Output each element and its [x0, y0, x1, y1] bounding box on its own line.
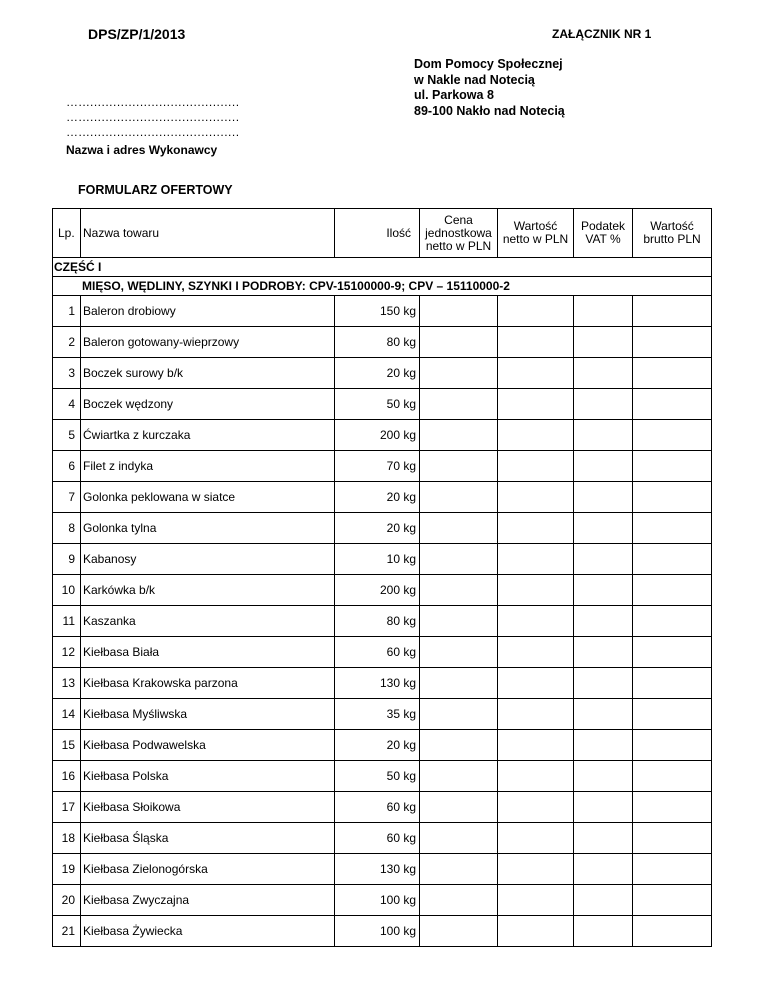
row-net-value-input[interactable]: [498, 637, 574, 668]
row-lp: 11: [53, 606, 81, 637]
row-lp: 8: [53, 513, 81, 544]
row-gross-value-input[interactable]: [633, 916, 712, 947]
row-lp: 13: [53, 668, 81, 699]
row-product-name: Kiełbasa Myśliwska: [81, 699, 335, 730]
row-lp: 19: [53, 854, 81, 885]
table-row: [53, 513, 712, 544]
annex-label: ZAŁĄCZNIK NR 1: [552, 27, 652, 41]
row-lp: 17: [53, 792, 81, 823]
row-gross-value-input[interactable]: [633, 451, 712, 482]
row-product-name: Kiełbasa Krakowska parzona: [81, 668, 335, 699]
row-unit-price-input[interactable]: [420, 916, 498, 947]
row-unit-price-input[interactable]: [420, 761, 498, 792]
contractor-dotted-line[interactable]: …..........................................: [66, 125, 240, 139]
header-unit-price: [420, 209, 498, 258]
row-unit-price-input[interactable]: [420, 792, 498, 823]
row-gross-value-input[interactable]: [633, 575, 712, 606]
row-net-value-input[interactable]: [498, 451, 574, 482]
table-row: [53, 420, 712, 451]
row-unit-price-input[interactable]: [420, 606, 498, 637]
row-product-name: Ćwiartka z kurczaka: [81, 420, 335, 451]
row-unit-price-input[interactable]: [420, 637, 498, 668]
row-vat-input[interactable]: [574, 482, 633, 513]
row-net-value-input[interactable]: [498, 916, 574, 947]
section-title: CZĘŚĆ I: [53, 258, 712, 277]
row-quantity: 60 kg: [335, 637, 420, 668]
recipient-line: ul. Parkowa 8: [414, 88, 494, 102]
row-product-name: Kiełbasa Podwawelska: [81, 730, 335, 761]
row-gross-value-input[interactable]: [633, 544, 712, 575]
row-unit-price-input[interactable]: [420, 451, 498, 482]
row-quantity: 200 kg: [335, 420, 420, 451]
row-net-value-input[interactable]: [498, 358, 574, 389]
row-product-name: Baleron drobiowy: [81, 296, 335, 327]
row-net-value-input[interactable]: [498, 513, 574, 544]
row-lp: 1: [53, 296, 81, 327]
header-line: brutto PLN: [643, 232, 701, 246]
row-vat-input[interactable]: [574, 823, 633, 854]
header-lp: Lp.: [53, 209, 81, 258]
row-vat-input[interactable]: [574, 451, 633, 482]
row-gross-value-input[interactable]: [633, 854, 712, 885]
row-quantity: 35 kg: [335, 699, 420, 730]
row-unit-price-input[interactable]: [420, 575, 498, 606]
row-quantity: 200 kg: [335, 575, 420, 606]
row-lp: 5: [53, 420, 81, 451]
row-quantity: 100 kg: [335, 916, 420, 947]
row-gross-value-input[interactable]: [633, 792, 712, 823]
header-line: Cena: [444, 212, 473, 227]
row-lp: 12: [53, 637, 81, 668]
header-line: Wartość: [650, 219, 694, 233]
table-row: [53, 327, 712, 358]
row-quantity: 80 kg: [335, 606, 420, 637]
row-product-name: Golonka peklowana w siatce: [81, 482, 335, 513]
row-net-value-input[interactable]: [498, 885, 574, 916]
row-product-name: Kiełbasa Zwyczajna: [81, 885, 335, 916]
row-vat-input[interactable]: [574, 916, 633, 947]
row-quantity: 20 kg: [335, 358, 420, 389]
row-gross-value-input[interactable]: [633, 730, 712, 761]
row-lp: 10: [53, 575, 81, 606]
table-row: [53, 730, 712, 761]
row-vat-input[interactable]: [574, 668, 633, 699]
header-line: jednostkowa: [425, 225, 492, 240]
row-gross-value-input[interactable]: [633, 668, 712, 699]
row-vat-input[interactable]: [574, 575, 633, 606]
row-gross-value-input[interactable]: [633, 637, 712, 668]
row-product-name: Kiełbasa Polska: [81, 761, 335, 792]
recipient-line: Dom Pomocy Społecznej: [414, 57, 563, 71]
row-quantity: 100 kg: [335, 885, 420, 916]
recipient-address: [414, 57, 565, 119]
row-vat-input[interactable]: [574, 296, 633, 327]
row-vat-input[interactable]: [574, 854, 633, 885]
table-row: [53, 761, 712, 792]
row-gross-value-input[interactable]: [633, 389, 712, 420]
row-quantity: 150 kg: [335, 296, 420, 327]
table-row: [53, 606, 712, 637]
header-line: netto w PLN: [502, 232, 569, 246]
row-net-value-input[interactable]: [498, 296, 574, 327]
contractor-dotted-line[interactable]: …..........................................: [66, 95, 240, 109]
row-net-value-input[interactable]: [498, 575, 574, 606]
row-lp: 9: [53, 544, 81, 575]
row-quantity: 20 kg: [335, 730, 420, 761]
recipient-line: 89-100 Nakło nad Notecią: [414, 103, 565, 118]
row-vat-input[interactable]: [574, 513, 633, 544]
section-row: [53, 258, 712, 277]
row-gross-value-input[interactable]: [633, 823, 712, 854]
row-lp: 20: [53, 885, 81, 916]
header-gross-value: [633, 209, 712, 258]
row-gross-value-input[interactable]: [633, 482, 712, 513]
row-vat-input[interactable]: [574, 327, 633, 358]
row-product-name: Kiełbasa Biała: [81, 637, 335, 668]
row-product-name: Kiełbasa Śląska: [81, 823, 335, 854]
row-unit-price-input[interactable]: [420, 420, 498, 451]
contractor-label: Nazwa i adres Wykonawcy: [66, 143, 218, 157]
row-lp: 16: [53, 761, 81, 792]
row-product-name: Kiełbasa Zielonogórska: [81, 854, 335, 885]
row-vat-input[interactable]: [574, 637, 633, 668]
row-lp: 14: [53, 699, 81, 730]
header-line: Wartość: [513, 219, 558, 233]
row-quantity: 130 kg: [335, 854, 420, 885]
row-lp: 2: [53, 327, 81, 358]
row-unit-price-input[interactable]: [420, 513, 498, 544]
header-vat: [574, 209, 633, 258]
table-row: [53, 823, 712, 854]
header-net-value: [498, 209, 574, 258]
row-net-value-input[interactable]: [498, 792, 574, 823]
row-vat-input[interactable]: [574, 358, 633, 389]
row-product-name: Kaszanka: [81, 606, 335, 637]
row-gross-value-input[interactable]: [633, 513, 712, 544]
row-product-name: Golonka tylna: [81, 513, 335, 544]
table-row: [53, 916, 712, 947]
row-unit-price-input[interactable]: [420, 823, 498, 854]
table-row: [53, 296, 712, 327]
row-vat-input[interactable]: [574, 420, 633, 451]
row-lp: 15: [53, 730, 81, 761]
row-net-value-input[interactable]: [498, 606, 574, 637]
document-reference: DPS/ZP/1/2013: [88, 26, 186, 42]
row-gross-value-input[interactable]: [633, 358, 712, 389]
row-unit-price-input[interactable]: [420, 389, 498, 420]
row-quantity: 50 kg: [335, 389, 420, 420]
header-qty: Ilość: [335, 209, 420, 258]
row-unit-price-input[interactable]: [420, 296, 498, 327]
header-line: netto w PLN: [425, 238, 492, 253]
form-title: FORMULARZ OFERTOWY: [78, 183, 233, 197]
row-unit-price-input[interactable]: [420, 730, 498, 761]
row-lp: 18: [53, 823, 81, 854]
row-quantity: 20 kg: [335, 482, 420, 513]
row-quantity: 10 kg: [335, 544, 420, 575]
row-lp: 7: [53, 482, 81, 513]
row-unit-price-input[interactable]: [420, 482, 498, 513]
row-unit-price-input[interactable]: [420, 544, 498, 575]
table-row: [53, 482, 712, 513]
row-product-name: Filet z indyka: [81, 451, 335, 482]
row-gross-value-input[interactable]: [633, 699, 712, 730]
row-quantity: 60 kg: [335, 792, 420, 823]
row-quantity: 20 kg: [335, 513, 420, 544]
header-line: VAT %: [585, 232, 621, 246]
row-product-name: Kabanosy: [81, 544, 335, 575]
row-unit-price-input[interactable]: [420, 885, 498, 916]
table-header-row: [53, 209, 712, 258]
row-net-value-input[interactable]: [498, 544, 574, 575]
recipient-line: w Nakle nad Notecią: [414, 72, 535, 87]
row-net-value-input[interactable]: [498, 668, 574, 699]
row-lp: 3: [53, 358, 81, 389]
row-quantity: 70 kg: [335, 451, 420, 482]
row-net-value-input[interactable]: [498, 823, 574, 854]
row-unit-price-input[interactable]: [420, 358, 498, 389]
row-quantity: 60 kg: [335, 823, 420, 854]
table-row: [53, 575, 712, 606]
row-net-value-input[interactable]: [498, 389, 574, 420]
row-quantity: 130 kg: [335, 668, 420, 699]
cpv-title: MIĘSO, WĘDLINY, SZYNKI I PODROBY: CPV-15100000-9; CPV – 15110000-2: [53, 277, 712, 296]
table-row: [53, 699, 712, 730]
row-net-value-input[interactable]: [498, 854, 574, 885]
row-gross-value-input[interactable]: [633, 296, 712, 327]
row-net-value-input[interactable]: [498, 482, 574, 513]
row-net-value-input[interactable]: [498, 699, 574, 730]
row-net-value-input[interactable]: [498, 327, 574, 358]
row-quantity: 80 kg: [335, 327, 420, 358]
row-vat-input[interactable]: [574, 792, 633, 823]
table-row: [53, 854, 712, 885]
row-net-value-input[interactable]: [498, 420, 574, 451]
table-row: [53, 637, 712, 668]
row-unit-price-input[interactable]: [420, 668, 498, 699]
table-row: [53, 792, 712, 823]
row-product-name: Kiełbasa Słoikowa: [81, 792, 335, 823]
table-row: [53, 451, 712, 482]
row-lp: 6: [53, 451, 81, 482]
row-vat-input[interactable]: [574, 699, 633, 730]
row-vat-input[interactable]: [574, 761, 633, 792]
table-row: [53, 389, 712, 420]
row-product-name: Karkówka b/k: [81, 575, 335, 606]
row-product-name: Boczek wędzony: [81, 389, 335, 420]
row-product-name: Boczek surowy b/k: [81, 358, 335, 389]
row-vat-input[interactable]: [574, 885, 633, 916]
header-name: Nazwa towaru: [81, 209, 335, 258]
row-quantity: 50 kg: [335, 761, 420, 792]
contractor-block: [66, 95, 240, 158]
row-unit-price-input[interactable]: [420, 327, 498, 358]
row-vat-input[interactable]: [574, 544, 633, 575]
row-product-name: Kiełbasa Żywiecka: [81, 916, 335, 947]
row-vat-input[interactable]: [574, 606, 633, 637]
table-row: [53, 668, 712, 699]
table-row: [53, 358, 712, 389]
row-vat-input[interactable]: [574, 730, 633, 761]
table-row: [53, 544, 712, 575]
row-product-name: Baleron gotowany-wieprzowy: [81, 327, 335, 358]
row-gross-value-input[interactable]: [633, 761, 712, 792]
cpv-row: [53, 277, 712, 296]
row-lp: 21: [53, 916, 81, 947]
row-gross-value-input[interactable]: [633, 885, 712, 916]
row-vat-input[interactable]: [574, 389, 633, 420]
row-gross-value-input[interactable]: [633, 606, 712, 637]
table-row: [53, 885, 712, 916]
row-net-value-input[interactable]: [498, 730, 574, 761]
row-lp: 4: [53, 389, 81, 420]
offer-table: [52, 208, 712, 947]
row-unit-price-input[interactable]: [420, 699, 498, 730]
row-net-value-input[interactable]: [498, 761, 574, 792]
contractor-dotted-line[interactable]: …..........................................: [66, 110, 240, 124]
row-gross-value-input[interactable]: [633, 420, 712, 451]
row-unit-price-input[interactable]: [420, 854, 498, 885]
row-gross-value-input[interactable]: [633, 327, 712, 358]
header-line: Podatek: [580, 219, 626, 233]
